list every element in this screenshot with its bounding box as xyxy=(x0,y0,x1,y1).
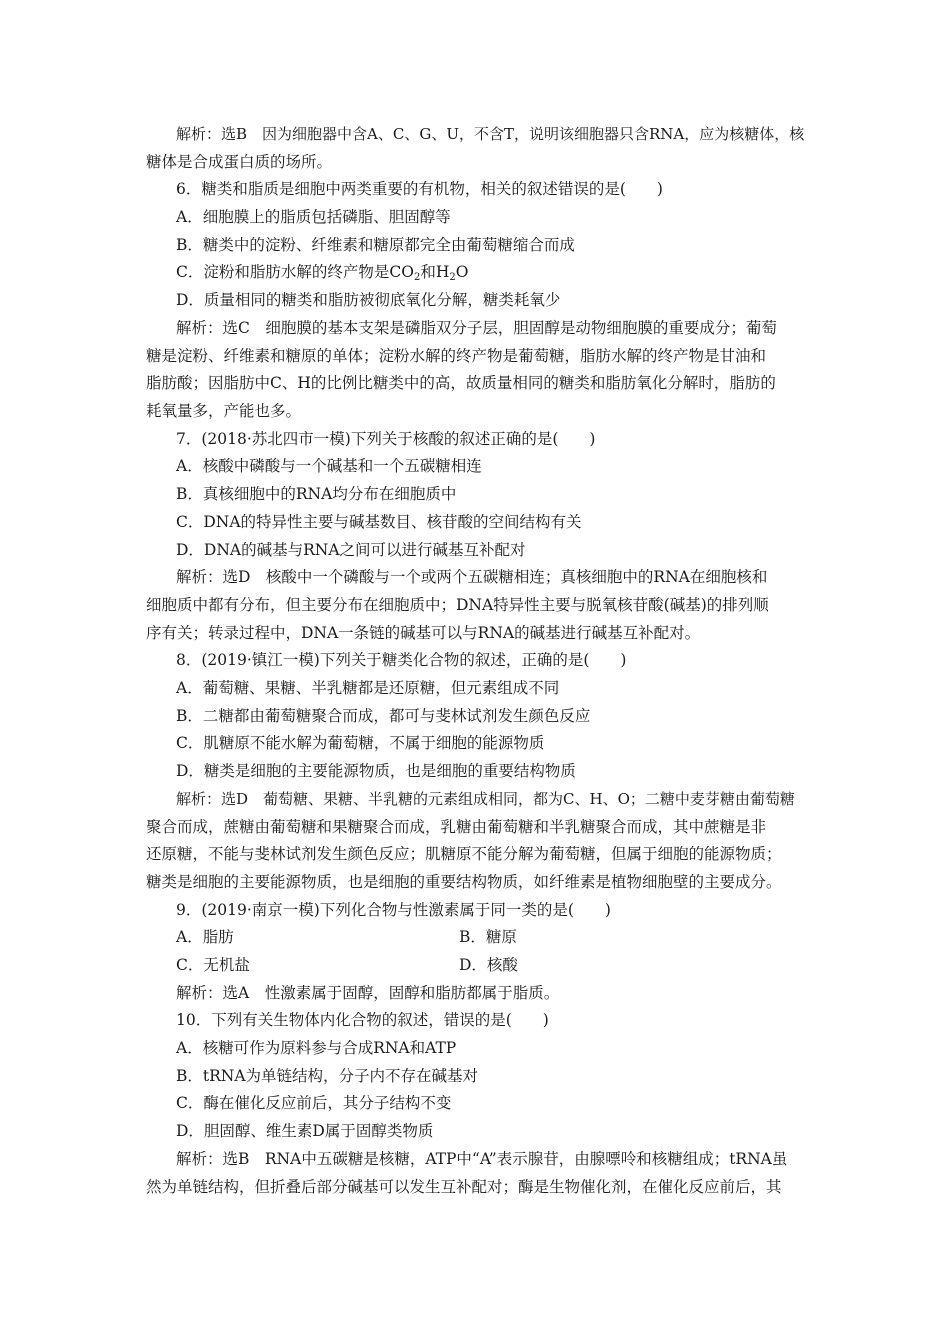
question-8-option-a: A．葡萄糖、果糖、半乳糖都是还原糖，但元素组成不同 xyxy=(176,679,560,697)
answer-8-explanation-line-3: 还原糖，不能与斐林试剂发生颜色反应；肌糖原不能分解为葡萄糖，但属于细胞的能源物质； xyxy=(146,845,782,863)
answer-10-explanation-line-1: 解析：选B RNA中五碳糖是核糖，ATP中“A”表示腺苷，由腺嘌呤和核糖组成；tRNA虽 xyxy=(176,1150,788,1168)
question-8-option-d: D．糖类是细胞的主要能源物质，也是细胞的重要结构物质 xyxy=(176,762,576,780)
question-10-option-b: B．tRNA为单链结构，分子内不存在碱基对 xyxy=(176,1067,479,1085)
question-6-option-c xyxy=(176,262,468,282)
question-8-stem: 8．(2019·镇江一模)下列关于糖类化合物的叙述，正确的是( ) xyxy=(176,651,627,669)
answer-9-explanation: 解析：选A 性激素属于固醇，固醇和脂肪都属于脂质。 xyxy=(176,984,560,1002)
answer-7-explanation-line-2: 细胞质中都有分布，但主要分布在细胞质中；DNA特异性主要与脱氧核苷酸(碱基)的排列顺 xyxy=(146,596,769,614)
answer-7-explanation-line-3: 序有关；转录过程中，DNA一条链的碱基可以与RNA的碱基进行碱基互补配对。 xyxy=(146,624,701,642)
option-c-text: C．淀粉和脂肪水解的终产物是CO xyxy=(176,263,414,281)
question-6-option-b: B．糖类中的淀粉、纤维素和糖原都完全由葡萄糖缩合而成 xyxy=(176,236,575,254)
question-9-stem: 9．(2019·南京一模)下列化合物与性激素属于同一类的是( ) xyxy=(176,901,611,919)
question-7-option-a: A．核酸中磷酸与一个碱基和一个五碳糖相连 xyxy=(176,457,482,475)
question-8-option-c: C．肌糖原不能水解为葡萄糖，不属于细胞的能源物质 xyxy=(176,734,545,752)
answer-8-explanation-line-2: 聚合而成，蔗糖由葡萄糖和果糖聚合而成，乳糖由葡萄糖和半乳糖聚合而成，其中蔗糖是非 xyxy=(146,818,767,836)
answer-8-explanation-line-4: 糖类是细胞的主要能源物质，也是细胞的重要结构物质，如纤维素是植物细胞壁的主要成分。 xyxy=(146,873,782,891)
question-7-option-c: C．DNA的特异性主要与碱基数目、核苷酸的空间结构有关 xyxy=(176,513,582,531)
question-9-option-c: C．无机盐 xyxy=(176,956,250,974)
question-9-option-b: B．糖原 xyxy=(459,928,517,946)
answer-6-explanation-line-3: 脂肪酸；因脂肪中C、H的比例比糖类中的高，故质量相同的糖类和脂肪氧化分解时，脂肪的 xyxy=(146,374,776,392)
co2-subscript: 2 xyxy=(413,272,421,283)
question-6-option-a: A．细胞膜上的脂质包括磷脂、胆固醇等 xyxy=(176,208,451,226)
answer-5-explanation-line-2: 糖体是合成蛋白质的场所。 xyxy=(146,153,333,171)
question-6-option-d: D．质量相同的糖类和脂肪被彻底氧化分解，糖类耗氧少 xyxy=(176,291,561,309)
question-10-option-a: A．核糖可作为原料参与合成RNA和ATP xyxy=(176,1039,457,1057)
answer-6-explanation-line-1: 解析：选C 细胞膜的基本支架是磷脂双分子层，胆固醇是动物细胞膜的重要成分；葡萄 xyxy=(176,319,777,337)
option-c-text-mid: 和H xyxy=(420,263,450,281)
answer-10-explanation-line-2: 然为单链结构，但折叠后部分碱基可以发生互补配对；酶是生物催化剂，在催化反应前后，其 xyxy=(146,1178,782,1196)
question-7-stem: 7．(2018·苏北四市一模)下列关于核酸的叙述正确的是( ) xyxy=(176,430,596,448)
question-8-option-b: B．二糖都由葡萄糖聚合而成，都可与斐林试剂发生颜色反应 xyxy=(176,707,591,725)
question-9-option-d: D．核酸 xyxy=(459,956,518,974)
question-7-option-b: B．真核细胞中的RNA均分布在细胞质中 xyxy=(176,485,457,503)
question-7-option-d: D．DNA的碱基与RNA之间可以进行碱基互补配对 xyxy=(176,541,526,559)
answer-5-explanation-line-1: 解析：选B 因为细胞器中含A、C、G、U，不含T，说明该细胞器只含RNA，应为核糖体，核 xyxy=(176,125,805,143)
question-9-option-a: A．脂肪 xyxy=(176,928,234,946)
answer-6-explanation-line-4: 耗氧量多，产能也多。 xyxy=(146,402,302,420)
option-c-text-end: O xyxy=(455,263,469,281)
answer-7-explanation-line-1: 解析：选D 核酸中一个磷酸与一个或两个五碳糖相连；真核细胞中的RNA在细胞核和 xyxy=(176,568,768,586)
answer-6-explanation-line-2: 糖是淀粉、纤维素和糖原的单体；淀粉水解的终产物是葡萄糖，脂肪水解的终产物是甘油和 xyxy=(146,347,767,365)
question-10-stem: 10．下列有关生物体内化合物的叙述，错误的是( ) xyxy=(176,1011,549,1029)
question-10-option-d: D．胆固醇、维生素D属于固醇类物质 xyxy=(176,1122,434,1140)
question-10-option-c: C．酶在催化反应前后，其分子结构不变 xyxy=(176,1094,452,1112)
question-6-stem: 6．糖类和脂质是细胞中两类重要的有机物，相关的叙述错误的是( ) xyxy=(176,180,663,198)
answer-8-explanation-line-1: 解析：选D 葡萄糖、果糖、半乳糖的元素组成相同，都为C、H、O；二糖中麦芽糖由葡萄糖 xyxy=(176,790,795,808)
h2o-subscript: 2 xyxy=(449,272,456,283)
